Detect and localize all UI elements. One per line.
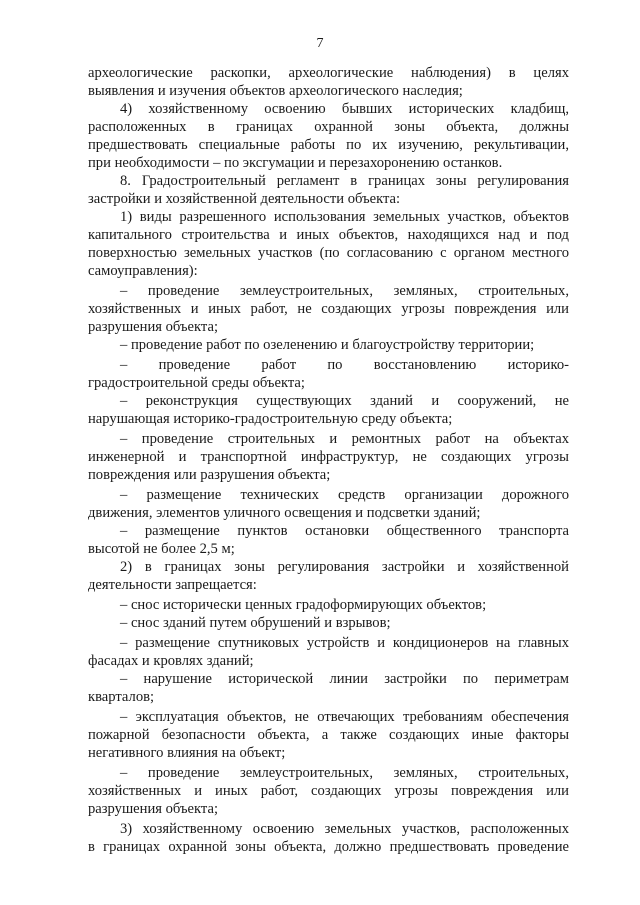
text-line: – снос исторически ценных градоформирующих объектов;: [120, 597, 487, 613]
text-line: 8. Градостроительный регламент в границах зоны регулирования: [120, 173, 569, 189]
text-line: – проведение работ по озеленению и благоустройству территории;: [120, 337, 535, 353]
text-line: – проведение работ по восстановлению историко-: [120, 357, 569, 373]
page-number: 7: [316, 36, 324, 51]
text-line: повреждения или разрушения объекта;: [88, 467, 331, 483]
text-line: деятельности запрещается:: [88, 577, 257, 593]
text-line: капитального строительства и иных объектов, находящихся над и под: [88, 227, 569, 243]
text-line: – реконструкция существующих зданий и сооружений, не: [120, 393, 569, 409]
text-line: негативного влияния на объект;: [88, 745, 286, 761]
text-line: фасадах и кровлях зданий;: [88, 653, 254, 669]
text-line: – проведение землеустроительных, земляных, строительных,: [120, 765, 569, 781]
text-line: расположенных в границах охранной зоны объекта, должны: [88, 119, 569, 135]
text-line: разрушения объекта;: [88, 319, 219, 335]
text-line: – размещение технических средств организации дорожного: [120, 487, 569, 503]
text-line: нарушающая историко-градостроительную среду объекта;: [88, 411, 453, 427]
text-line: кварталов;: [88, 689, 155, 705]
text-line: высотой не более 2,5 м;: [88, 541, 235, 557]
text-line: в границах охранной зоны объекта, должно предшествовать проведение: [88, 839, 569, 855]
text-line: градостроительной среды объекта;: [88, 375, 305, 391]
text-line: поверхностью земельных участков (по согласованию с органом местного: [88, 245, 569, 261]
text-line: 2) в границах зоны регулирования застройки и хозяйственной: [120, 559, 569, 575]
text-line: самоуправления):: [88, 263, 198, 279]
text-line: – эксплуатация объектов, не отвечающих требованиям обеспечения: [120, 709, 569, 725]
text-line: – проведение землеустроительных, земляных, строительных,: [120, 283, 569, 299]
text-line: 3) хозяйственному освоению земельных участков, расположенных: [120, 821, 569, 837]
text-line: при необходимости – по эксгумации и перезахоронению останков.: [88, 155, 503, 171]
text-line: предшествовать специальные работы по их изучению, рекультивации,: [88, 137, 569, 153]
text-line: выявления и изучения объектов археологического наследия;: [88, 83, 463, 99]
text-line: инженерной и транспортной инфраструктур, не создающих угрозы: [88, 449, 569, 465]
text-line: – проведение строительных и ремонтных работ на объектах: [120, 431, 569, 447]
text-line: застройки и хозяйственной деятельности объекта:: [88, 191, 401, 207]
text-line: – размещение спутниковых устройств и кондиционеров на главных: [120, 635, 569, 651]
text-line: – размещение пунктов остановки общественного транспорта: [120, 523, 569, 539]
text-line: 1) виды разрешенного использования земельных участков, объектов: [120, 209, 569, 225]
text-line: – нарушение исторической линии застройки по периметрам: [120, 671, 569, 687]
text-line: пожарной безопасности объекта, а также создающих иные факторы: [88, 727, 569, 743]
text-line: 4) хозяйственному освоению бывших исторических кладбищ,: [120, 101, 569, 117]
text-line: хозяйственных и иных работ, не создающих угрозы повреждения или: [88, 301, 569, 317]
text-line: – снос зданий путем обрушений и взрывов;: [120, 615, 391, 631]
text-line: хозяйственных и иных работ, создающих угрозы повреждения или: [88, 783, 569, 799]
text-line: движения, элементов уличного освещения и подсветки зданий;: [88, 505, 481, 521]
text-line: разрушения объекта;: [88, 801, 219, 817]
text-line: археологические раскопки, археологические наблюдения) в целях: [88, 65, 569, 81]
